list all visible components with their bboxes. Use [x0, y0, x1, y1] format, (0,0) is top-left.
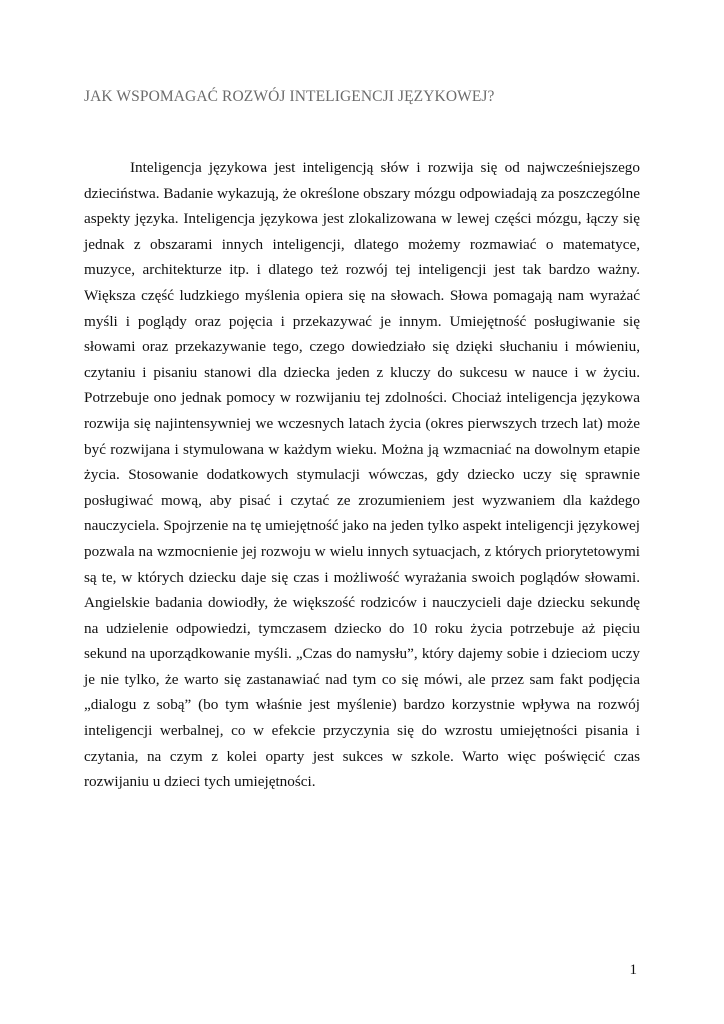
document-body-paragraph: Inteligencja językowa jest inteligencją słów i rozwija się od najwcześniejszego dzieciństwa. Badanie wykazują, że określone obszary mózgu odpowiadają za poszczególne aspekty języka. Inteligencja językowa jest zlokalizowana w lewej części mózgu, łączy się jednak z obszarami innych inteligencji, dlatego możemy rozmawiać o matematyce, muzyce, architekturze itp. i dlatego też rozwój tej inteligencji jest tak bardzo ważny. Większa część ludzkiego myślenia opiera się na słowach. Słowa pomagają nam wyrażać myśli i poglądy oraz pojęcia i przekazywać je innym. Umiejętność posługiwanie się słowami oraz przekazywanie tego, czego dowiedziało się dzięki słuchaniu i mówieniu, czytaniu i pisaniu stanowi dla dziecka jeden z kluczy do sukcesu w nauce i w życiu. Potrzebuje ono jednak pomocy w rozwijaniu tej zdolności. Chociaż inteligencja językowa rozwija się najintensywniej we wczesnych latach życia (okres pierwszych trzech lat) może być rozwijana i stymulowana w każdym wieku. Można ją wzmacniać na dowolnym etapie życia. Stosowanie dodatkowych stymulacji wówczas, gdy dziecko uczy się sprawnie posługiwać mową, aby pisać i czytać ze zrozumieniem jest wyzwaniem dla każdego nauczyciela. Spojrzenie na tę umiejętność jako na jeden tylko aspekt inteligencji językowej pozwala na wzmocnienie jej rozwoju w wielu innych sytuacjach, z których priorytetowymi są te, w których dziecku daje się czas i możliwość wyrażania swoich poglądów słowami. Angielskie badania dowiodły, że większość rodziców i nauczycieli daje dziecku sekundę na udzielenie odpowiedzi, tymczasem dziecko do 10 roku życia potrzebuje aż pięciu sekund na uporządkowanie myśli. „Czas do namysłu”, który dajemy sobie i dzieciom uczy je nie tylko, że warto się zastanawiać nad tym co się mówi, ale przez sam fakt podjęcia „dialogu z sobą” (bo tym właśnie jest myślenie) bardzo korzystnie wpływa na rozwój inteligencji werbalnej, co w efekcie przyczynia się do wzrostu umiejętności pisania i czytania, na czym z kolei oparty jest sukces w szkole. Warto więc poświęcić czas rozwijaniu u dzieci tych umiejętności.: [84, 159, 640, 791]
document-title: JAK WSPOMAGAĆ ROZWÓJ INTELIGENCJI JĘZYKOWEJ?: [84, 88, 495, 105]
page-number: 1: [629, 962, 637, 978]
